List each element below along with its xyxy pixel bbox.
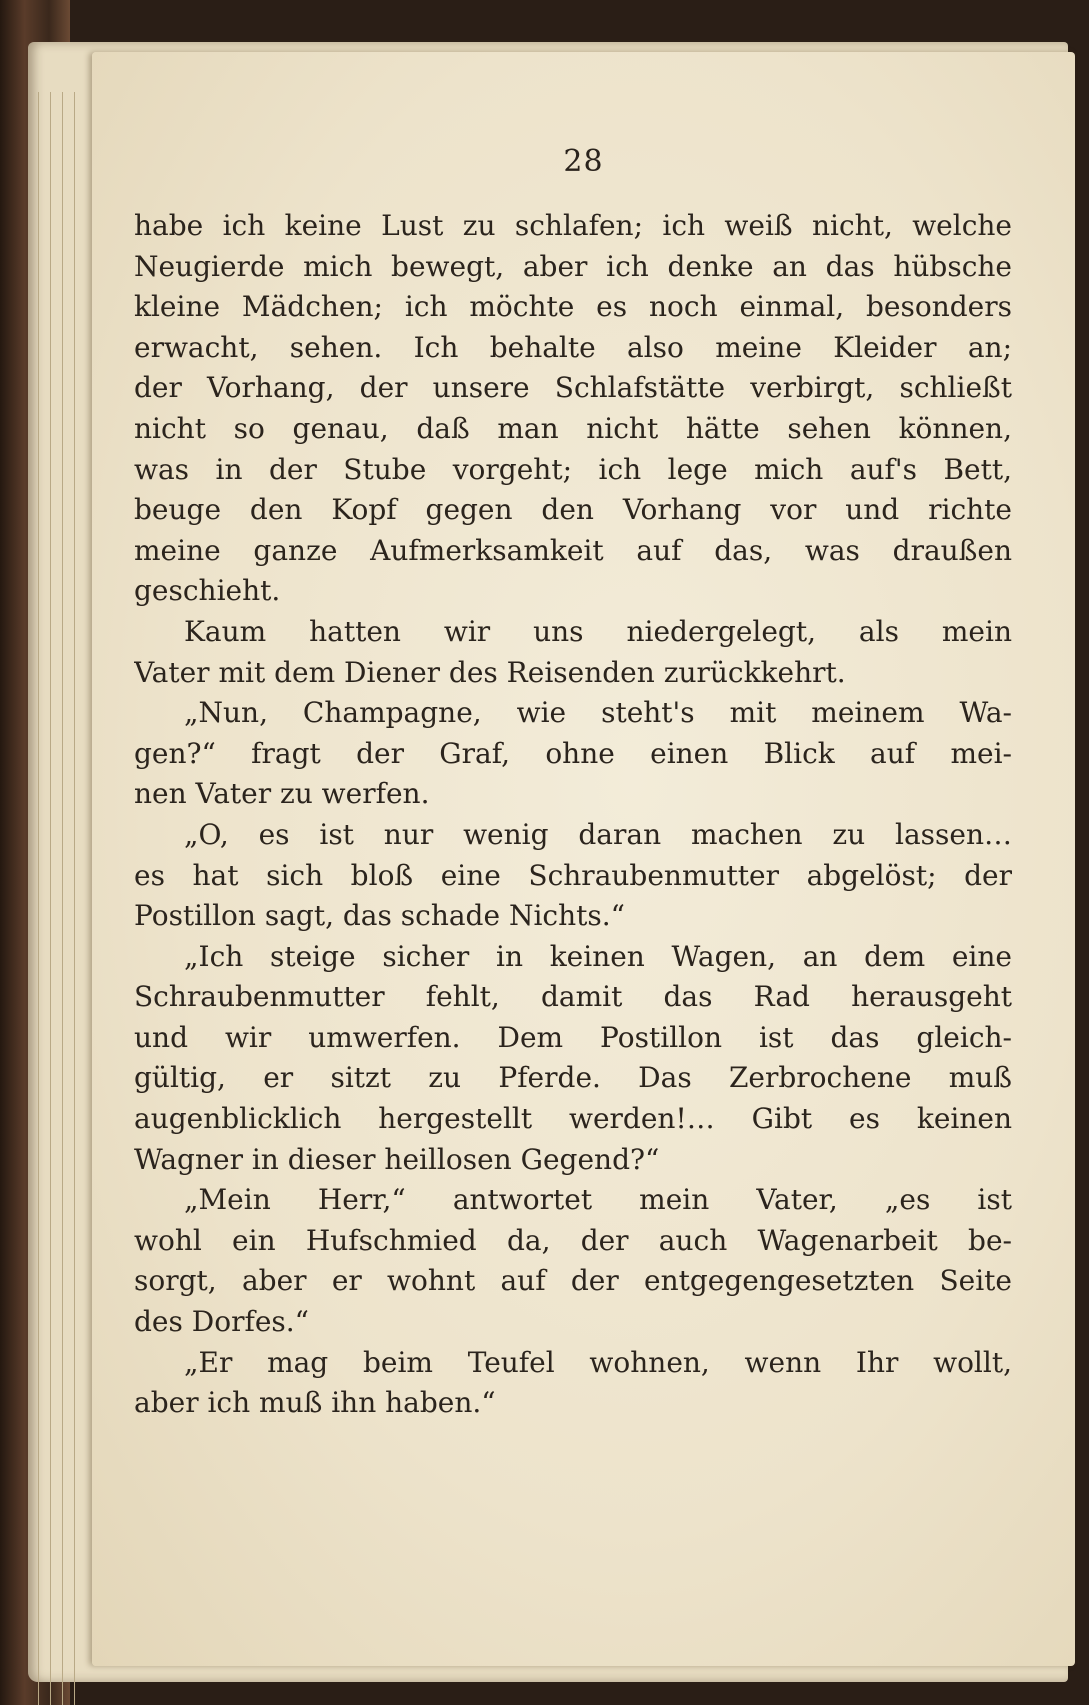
text-line: es hat sich bloß eine Schraubenmutter abgelöst; der — [134, 858, 1012, 892]
text-line: und wir umwerfen. Dem Postillon ist das gleich- — [134, 1020, 1012, 1054]
page-edge-line — [62, 92, 69, 1705]
page-edge-line — [38, 92, 45, 1705]
text-line: beuge den Kopf gegen den Vorhang vor und richte — [134, 493, 1012, 527]
text-line: des Dorfes.“ — [134, 1305, 309, 1339]
text-line: gen?“ fragt der Graf, ohne einen Blick auf mei- — [134, 736, 1012, 770]
text-line: was in der Stube vorgeht; ich lege mich auf's Bett, — [134, 452, 1012, 486]
text-line: „Mein Herr,“ antwortet mein Vater, „es ist — [184, 1183, 1012, 1217]
text-line: kleine Mädchen; ich möchte es noch einmal, besonders — [134, 290, 1012, 324]
page-number: 28 — [563, 144, 604, 179]
text-line: Postillon sagt, das schade Nichts.“ — [134, 899, 625, 933]
text-line: aber ich muß ihn haben.“ — [134, 1386, 496, 1420]
body-text — [134, 206, 1012, 1424]
text-line: der Vorhang, der unsere Schlafstätte verbirgt, schließt — [134, 371, 1012, 405]
text-line: Neugierde mich bewegt, aber ich denke an das hübsche — [134, 249, 1012, 283]
page-edge-line — [50, 92, 57, 1705]
text-line: meine ganze Aufmerksamkeit auf das, was draußen — [134, 533, 1012, 567]
text-line: Vater mit dem Diener des Reisenden zurückkehrt. — [134, 655, 846, 689]
text-line: wohl ein Hufschmied da, der auch Wagenarbeit be- — [134, 1223, 1012, 1257]
text-line: geschieht. — [134, 574, 281, 608]
text-line: erwacht, sehen. Ich behalte also meine Kleider an; — [134, 330, 1012, 364]
text-line: „O, es ist nur wenig daran machen zu lassen… — [184, 817, 1012, 851]
text-line: „Er mag beim Teufel wohnen, wenn Ihr wollt, — [184, 1345, 1012, 1379]
text-line: Schraubenmutter fehlt, damit das Rad herausgeht — [134, 980, 1012, 1014]
text-line: Kaum hatten wir uns niedergelegt, als mein — [184, 614, 1012, 648]
text-line: augenblicklich hergestellt werden!… Gibt es keinen — [134, 1102, 1012, 1136]
text-line: habe ich keine Lust zu schlafen; ich weiß nicht, welche — [134, 209, 1012, 242]
text-line: gültig, er sitzt zu Pferde. Das Zerbrochene muß — [134, 1061, 1012, 1095]
text-line: sorgt, aber er wohnt auf der entgegengesetzten Seite — [134, 1264, 1012, 1298]
text-line: „Nun, Champagne, wie steht's mit meinem Wa- — [184, 696, 1012, 730]
text-line: Wagner in dieser heillosen Gegend?“ — [134, 1142, 660, 1176]
text-line: nen Vater zu werfen. — [134, 777, 430, 811]
text-line: „Ich steige sicher in keinen Wagen, an dem eine — [184, 939, 1012, 973]
page-edge-line — [74, 92, 81, 1705]
text-line: nicht so genau, daß man nicht hätte sehen können, — [134, 411, 1012, 445]
